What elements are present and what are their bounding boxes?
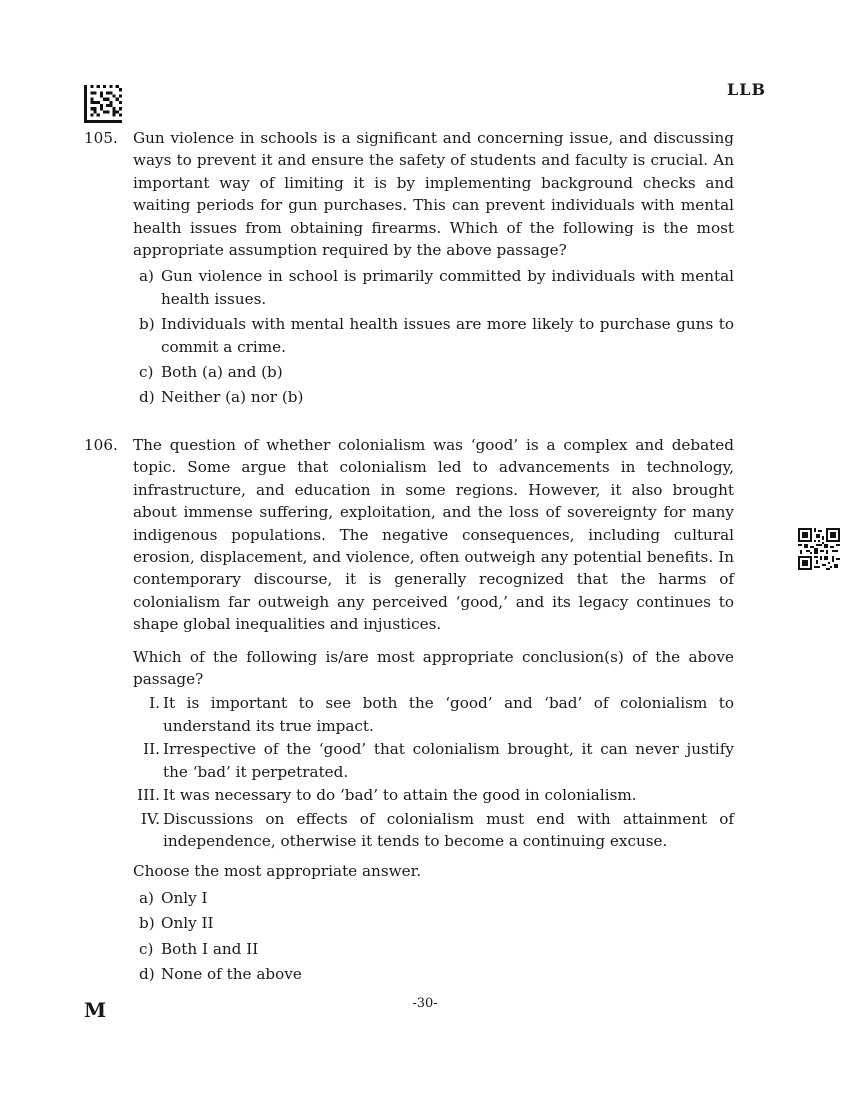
question-number: 105. xyxy=(84,129,118,147)
statement-text: Discussions on effects of colonialism must end with attainment of independence, otherwise it tends to become a continuing excuse. xyxy=(163,809,734,850)
qr-code-icon xyxy=(798,528,840,570)
question-passage: The question of whether colonialism was ‘good’ is a complex and debated topic. Some argue that colonialism led to advancements in technology, infrastructure, and education in some regions. However, it also brought about immense suffering, exploitation, and the loss of sovereignty for many indigenous populations. The negative consequences, including cultural erosion, displacement, and violence, often outweigh any potential benefits. In contemporary discourse, it is generally recognized that the harms of colonialism far outweigh any perceived ‘good,’ and its legacy continues to shape global inequalities and injustices. xyxy=(133,436,734,634)
booklet-code: M xyxy=(84,998,107,1022)
statement-text: It is important to see both the ‘good’ and ‘bad’ of colonialism to understand its true impact. xyxy=(163,694,734,735)
option-a xyxy=(133,887,734,909)
option-label: b) xyxy=(139,914,155,933)
statement-iv xyxy=(133,808,734,853)
option-b xyxy=(133,912,734,934)
option-label: c) xyxy=(139,939,154,958)
series-code: LLB xyxy=(726,80,766,99)
option-label: a) xyxy=(139,888,154,907)
option-label: a) xyxy=(139,267,154,286)
option-text: Gun violence in school is primarily committed by individuals with mental health issues. xyxy=(161,267,734,308)
option-label: b) xyxy=(139,315,155,334)
answer-instruction: Choose the most appropriate answer. xyxy=(133,862,422,881)
statement-i xyxy=(133,692,734,737)
option-text: Both I and II xyxy=(161,939,259,958)
option-label: d) xyxy=(139,964,155,983)
question-106 xyxy=(84,434,734,988)
question-passage: Gun violence in schools is a significant and concerning issue, and discussing ways to prevent it and ensure the safety of students and faculty is crucial. An important way of limiting it is by implementing background checks and waiting periods for gun purchases. This can prevent individuals with mental health issues from obtaining firearms. Which of the following is the most appropriate assumption required by the above passage? xyxy=(133,129,734,260)
option-c xyxy=(133,361,734,383)
option-label: c) xyxy=(139,363,154,382)
page-number: -30- xyxy=(412,996,438,1011)
statements-list xyxy=(133,692,734,852)
option-text: Only II xyxy=(161,914,214,933)
question-number: 106. xyxy=(84,436,118,454)
options-list xyxy=(133,887,734,986)
statement-label: I. xyxy=(149,694,160,713)
option-label: d) xyxy=(139,388,155,407)
option-text: None of the above xyxy=(161,964,302,983)
option-text: Only I xyxy=(161,888,208,907)
statement-text: It was necessary to do ‘bad’ to attain the good in colonialism. xyxy=(163,786,637,805)
statement-label: III. xyxy=(137,786,160,805)
datamatrix-barcode-icon xyxy=(84,85,122,123)
option-a xyxy=(133,265,734,310)
question-prompt: Which of the following is/are most appropriate conclusion(s) of the above passage? xyxy=(133,647,734,689)
question-105 xyxy=(84,127,734,412)
options-list xyxy=(133,265,734,408)
option-text: Individuals with mental health issues are more likely to purchase guns to commit a crime. xyxy=(161,315,734,356)
statement-label: II. xyxy=(143,740,160,759)
option-c xyxy=(133,938,734,960)
statement-ii xyxy=(133,738,734,783)
statement-label: IV. xyxy=(140,809,160,828)
option-d xyxy=(133,963,734,985)
option-text: Neither (a) nor (b) xyxy=(161,388,304,407)
statement-text: Irrespective of the ‘good’ that colonialism brought, it can never justify the ‘bad’ it perpetrated. xyxy=(163,740,734,781)
option-b xyxy=(133,313,734,358)
statement-iii xyxy=(133,784,734,806)
option-d xyxy=(133,386,734,408)
option-text: Both (a) and (b) xyxy=(161,363,283,382)
